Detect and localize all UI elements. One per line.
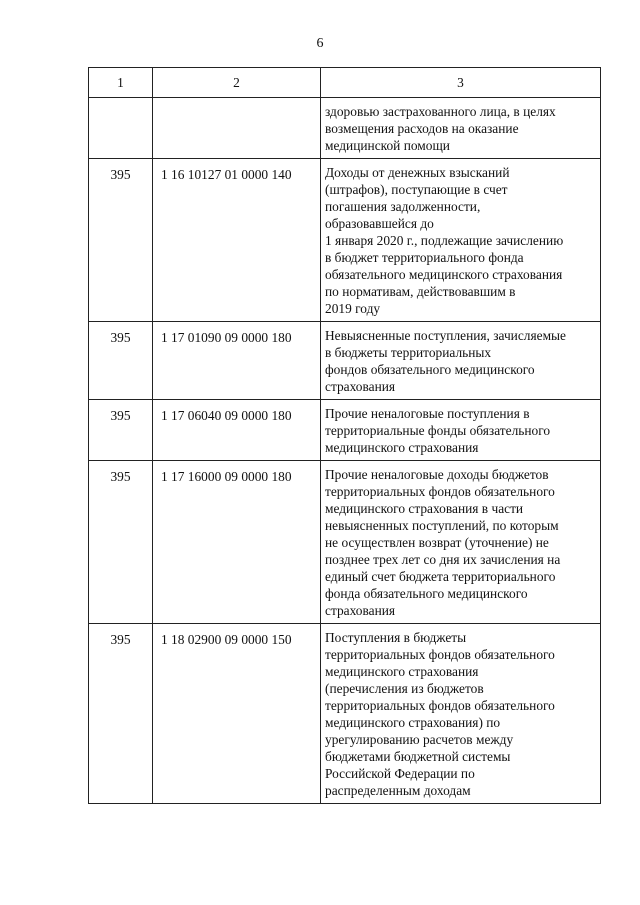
income-name-line: погашения задолженности,	[325, 199, 481, 214]
income-name-line: образовавшейся до	[325, 216, 434, 231]
admin-code-cell: 395	[89, 461, 153, 624]
income-name-line: единый счет бюджета территориального	[325, 569, 556, 584]
income-name-line: по нормативам, действовавшим в	[325, 284, 516, 299]
income-name-line: медицинского страхования в части	[325, 501, 524, 516]
income-name-line: территориальных фондов обязательного	[325, 484, 555, 499]
income-name-cell	[321, 159, 601, 322]
kbk-code-cell: 1 18 02900 09 0000 150	[153, 624, 321, 804]
income-name-line: возмещения расходов на оказание	[325, 121, 519, 136]
income-name-line: Российской Федерации по	[325, 766, 475, 781]
kbk-code-cell: 1 17 16000 09 0000 180	[153, 461, 321, 624]
income-name-line: Прочие неналоговые поступления в	[325, 406, 530, 421]
admin-code-cell	[89, 98, 153, 159]
income-name-cell	[321, 624, 601, 804]
income-name-line: медицинского страхования	[325, 440, 479, 455]
income-name-cell	[321, 461, 601, 624]
table-row	[89, 461, 601, 624]
kbk-code-cell: 1 17 06040 09 0000 180	[153, 400, 321, 461]
income-name-line: невыясненных поступлений, по которым	[325, 518, 559, 533]
income-name-line: здоровью застрахованного лица, в целях	[325, 104, 556, 119]
income-name-line: медицинской помощи	[325, 138, 450, 153]
table-row	[89, 400, 601, 461]
table-row	[89, 322, 601, 400]
budget-codes-table	[88, 67, 601, 804]
income-name-line: страхования	[325, 603, 396, 618]
income-name-cell	[321, 98, 601, 159]
income-name-line: Прочие неналоговые доходы бюджетов	[325, 467, 549, 482]
income-name-line: территориальных фондов обязательного	[325, 647, 555, 662]
income-name-line: обязательного медицинского страхования	[325, 267, 563, 282]
income-name-line: медицинского страхования	[325, 664, 479, 679]
kbk-code-cell: 1 17 01090 09 0000 180	[153, 322, 321, 400]
page-number: 6	[316, 36, 324, 51]
admin-code-cell: 395	[89, 322, 153, 400]
income-name-line: Поступления в бюджеты	[325, 630, 467, 645]
income-name-line: медицинского страхования) по	[325, 715, 501, 730]
income-name-line: в бюджет территориального фонда	[325, 250, 524, 265]
table-row	[89, 159, 601, 322]
kbk-code-cell	[153, 98, 321, 159]
admin-code-cell: 395	[89, 159, 153, 322]
income-name-line: Доходы от денежных взысканий	[325, 165, 510, 180]
income-name-line: (штрафов), поступающие в счет	[325, 182, 508, 197]
income-name-cell	[321, 322, 601, 400]
table-header-row	[89, 68, 601, 98]
income-name-line: (перечисления из бюджетов	[325, 681, 484, 696]
income-name-line: позднее трех лет со дня их зачисления на	[325, 552, 561, 567]
income-name-line: распределенным доходам	[325, 783, 471, 798]
income-name-line: фонда обязательного медицинского	[325, 586, 528, 601]
column-header-3: 3	[321, 68, 601, 98]
income-name-line: Невыясненные поступления, зачисляемые	[325, 328, 566, 343]
table-row	[89, 98, 601, 159]
income-name-line: фондов обязательного медицинского	[325, 362, 535, 377]
table-body	[89, 98, 601, 804]
table-row	[89, 624, 601, 804]
column-header-2: 2	[153, 68, 321, 98]
admin-code-cell: 395	[89, 624, 153, 804]
income-name-line: 1 января 2020 г., подлежащие зачислению	[325, 233, 564, 248]
income-name-line: территориальные фонды обязательного	[325, 423, 551, 438]
admin-code-cell: 395	[89, 400, 153, 461]
income-name-line: бюджетами бюджетной системы	[325, 749, 511, 764]
income-name-cell	[321, 400, 601, 461]
kbk-code-cell: 1 16 10127 01 0000 140	[153, 159, 321, 322]
income-name-line: урегулированию расчетов между	[325, 732, 514, 747]
column-header-1: 1	[89, 68, 153, 98]
income-name-line: 2019 году	[325, 301, 381, 316]
income-name-line: территориальных фондов обязательного	[325, 698, 555, 713]
income-name-line: в бюджеты территориальных	[325, 345, 492, 360]
income-name-line: страхования	[325, 379, 396, 394]
income-name-line: не осуществлен возврат (уточнение) не	[325, 535, 549, 550]
